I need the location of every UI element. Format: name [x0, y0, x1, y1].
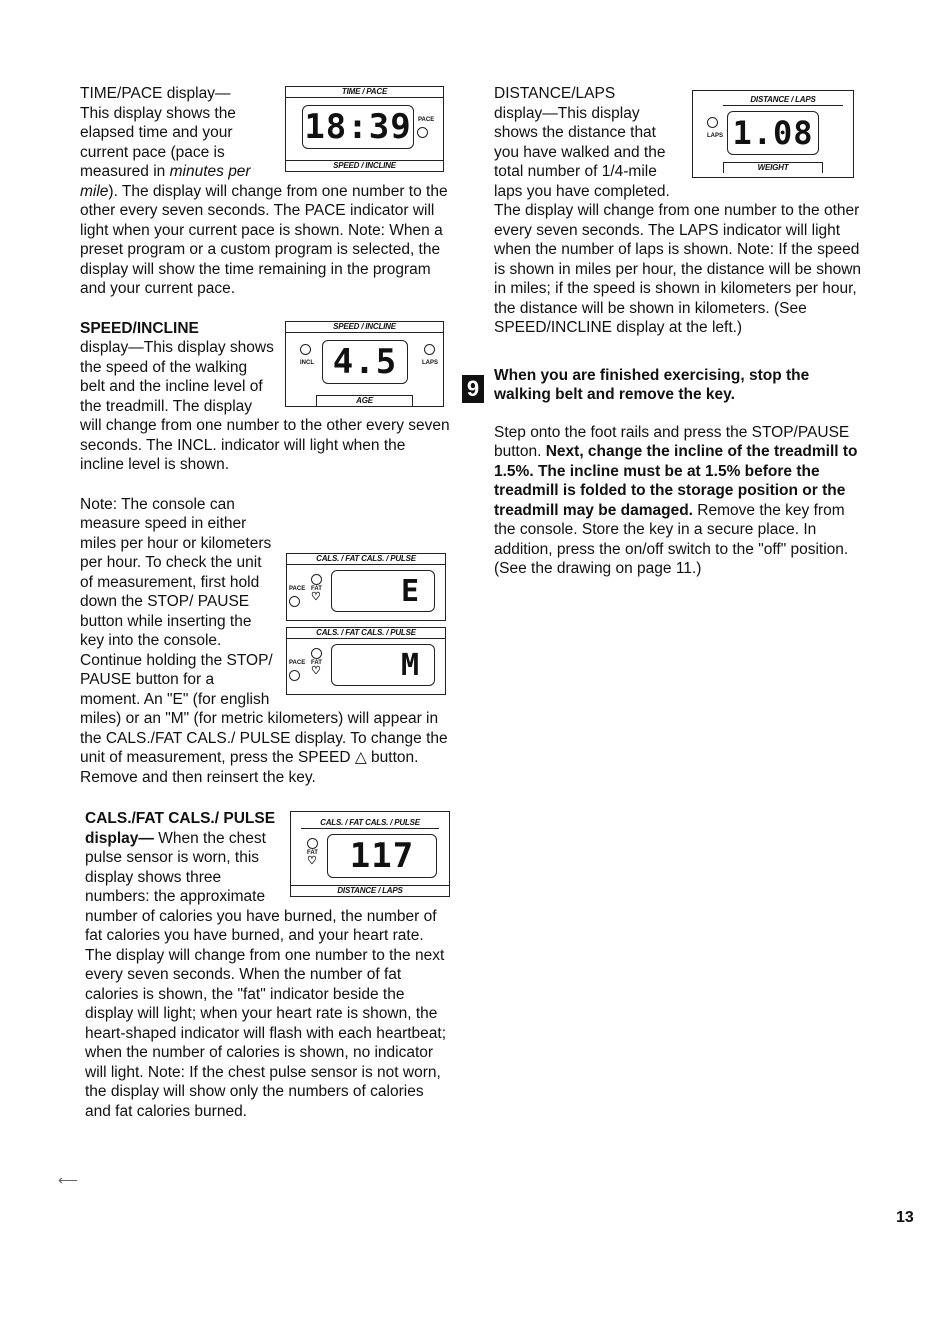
step-9-text-1: Step onto the foot rails and press the STOP/PAUSE button.: [494, 423, 850, 460]
cals-readout: 117: [327, 834, 437, 878]
step-9-bold-warning: Next, change the incline of the treadmill to 1.5%. The incline must be at 1.5% before the treadmill is folded to the storage position or the treadmill may be damaged.: [494, 443, 858, 519]
step-9-paragraph: [494, 423, 864, 579]
fat-indicator-label: FAT: [311, 585, 322, 592]
figure-top-label: CALS. / FAT CALS. / PULSE: [287, 554, 445, 565]
time-pace-readout: 18:39: [302, 105, 414, 149]
figure-bottom-label: DISTANCE / LAPS: [291, 885, 449, 896]
unit-e-figure: [286, 553, 446, 621]
page-number: 13: [896, 1209, 914, 1226]
pace-indicator-light: [417, 127, 428, 138]
speed-incline-section: [80, 319, 450, 475]
cals-section: [80, 809, 450, 1121]
time-pace-section: [80, 84, 450, 299]
pace-indicator-label: PACE: [289, 585, 306, 592]
unit-note-paragraph: Note: The console can measure speed in either miles per hour or kilometers per hour. To check the unit of measurement, first hold down the STOP/ PAUSE button while inserting the key into the console. Continue holding the STOP/ PAUSE button for a moment. An "E" (for english miles) or an "M" (for metric kilometers) will appear in the CALS./FAT CALS./ PULSE display. To change the unit of measurement, press the SPEED △ button. Remove and then reinsert the key.: [80, 495, 448, 786]
pace-indicator-label: PACE: [289, 659, 306, 666]
time-pace-heading: TIME/PACE display—: [80, 85, 231, 102]
step-9-text-2: Remove the key from the console. Store the key in a secure place. In addition, press the on/off switch to the "off" position. (See the drawing on page 11.): [494, 501, 849, 577]
pace-indicator-label: PACE: [418, 117, 435, 123]
incline-indicator-label: INCL: [300, 359, 314, 366]
figure-bottom-label: WEIGHT: [723, 162, 823, 173]
fat-indicator-label: FAT: [311, 659, 322, 666]
fat-indicator-light: [307, 838, 318, 849]
pace-indicator-light: [289, 670, 300, 681]
unit-figures: [286, 553, 446, 695]
unit-m-readout: M: [331, 644, 435, 686]
distance-laps-readout: 1.08: [727, 111, 819, 155]
speed-incline-heading: SPEED/INCLINE: [80, 319, 199, 337]
step-9-heading: When you are finished exercising, stop the walking belt and remove the key.: [494, 366, 810, 403]
distance-laps-text: display—This display shows the distance that you have walked and the total number of 1/4-mile laps you have completed. The display will change from one number to the other every seven seconds. The LAPS indicator will light when the number of laps is shown. Note: If the speed is shown in miles per hour, the distance will be shown in miles; if the speed is shown in kilometers per hour, the distance will be shown in kilometers. (See SPEED/INCLINE display at the left.): [494, 104, 862, 336]
speed-incline-readout: 4.5: [322, 340, 408, 384]
pace-indicator-light: [289, 596, 300, 607]
cals-text: When the chest pulse sensor is worn, this display shows three numbers: the approximate number of calories you have burned, the number of fat calories you have burned, and your heart rate. The display will change from one number to the next every seven seconds. When the number of fat calories is shown, the "fat" indicator beside the display will light; when your heart rate is shown, the heart-shaped indicator will flash with each heartbeat; when the number of calories is shown, no indicator will light. Note: If the chest pulse sensor is not worn, the display will show only the numbers of calories and fat calories burned.: [85, 829, 447, 1120]
unit-e-readout: E: [331, 570, 435, 612]
unit-m-figure: [286, 627, 446, 695]
figure-top-label: DISTANCE / LAPS: [723, 95, 843, 106]
figure-bottom-label: AGE: [316, 395, 413, 406]
left-column: [80, 84, 450, 1121]
cals-figure: [290, 811, 450, 897]
figure-top-label: SPEED / INCLINE: [286, 322, 443, 333]
fat-indicator-light: [311, 648, 322, 659]
time-pace-text-2: ). The display will change from one number to the other every seven seconds. The PACE indicator will light when your current pace is shown. Note: When a preset program or a custom program is selected, the display will show the time remaining in the program and your current pace.: [80, 182, 448, 297]
distance-laps-heading: DISTANCE/LAPS: [494, 85, 616, 102]
heart-indicator-icon: ♡: [311, 664, 321, 677]
laps-indicator-light: [424, 344, 435, 355]
distance-laps-section: [494, 84, 864, 338]
figure-top-label: CALS. / FAT CALS. / PULSE: [287, 628, 445, 639]
laps-indicator-light: [707, 117, 718, 128]
incline-indicator-light: [300, 344, 311, 355]
step-9-number-badge: 9: [462, 375, 484, 403]
time-pace-italic: minutes per mile: [80, 163, 251, 200]
speed-incline-figure: [285, 321, 444, 407]
right-column: [494, 84, 864, 579]
time-pace-text-1: This display shows the elapsed time and your current pace (pace is measured in: [80, 104, 236, 180]
cals-heading: CALS./FAT CALS./ PULSE display—: [85, 810, 276, 847]
arrow-mark-icon: ⟵: [58, 1172, 79, 1188]
fat-indicator-label: FAT: [307, 850, 318, 856]
distance-laps-figure: [692, 90, 854, 178]
fat-indicator-light: [311, 574, 322, 585]
unit-note-section: [80, 495, 450, 788]
figure-top-label: TIME / PACE: [286, 87, 443, 98]
heart-indicator-icon: ♡: [311, 590, 321, 603]
figure-top-label: CALS. / FAT CALS. / PULSE: [301, 818, 439, 829]
laps-indicator-label: LAPS: [422, 359, 439, 366]
time-pace-figure: [285, 86, 444, 172]
speed-incline-text: display—This display shows the speed of the walking belt and the incline level of the treadmill. The display will change from one number to the other every seven seconds. The INCL. indicator will light when the incline level is shown.: [80, 339, 450, 473]
heart-indicator-icon: ♡: [307, 855, 317, 867]
laps-indicator-label: LAPS: [707, 133, 724, 139]
figure-bottom-label: SPEED / INCLINE: [286, 160, 443, 171]
